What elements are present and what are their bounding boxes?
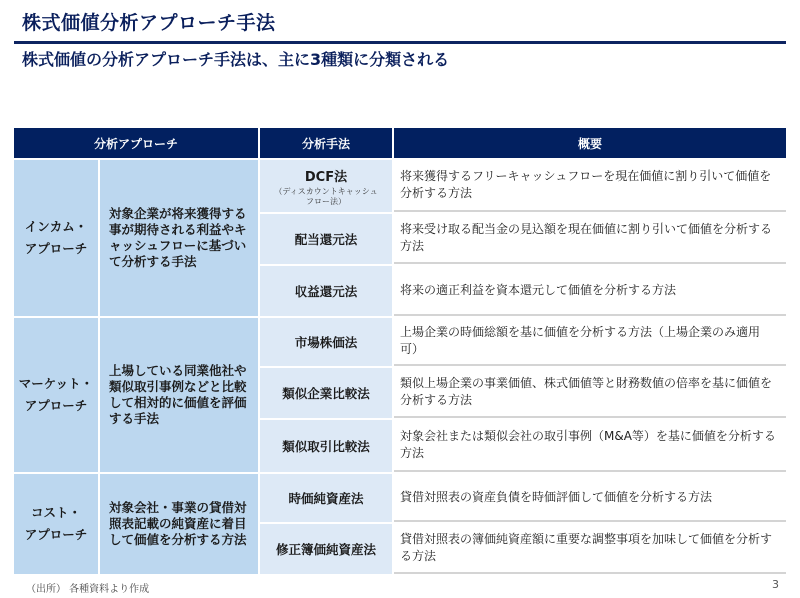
method-name: 時価純資産法: [288, 491, 364, 506]
header-summary: 概要: [394, 128, 786, 158]
page-subtitle: 株式価値の分析アプローチ手法は、主に3種類に分類される: [22, 50, 450, 69]
method-cell: [260, 266, 392, 316]
method-summary: 将来獲得するフリーキャッシュフローを現在価値に割り引いて価値を分析する方法: [394, 160, 786, 212]
method-summary: 貸借対照表の資産負債を時価評価して価値を分析する方法: [394, 474, 786, 522]
approach-income: [14, 160, 98, 316]
approach-label-line1: マーケット・: [18, 376, 94, 391]
method-name: 市場株価法: [294, 335, 358, 350]
approach-label-line1: コスト・: [30, 505, 81, 520]
approach-market: [14, 318, 98, 472]
method-cell: [260, 420, 392, 472]
method-summary: 将来の適正利益を資本還元して価値を分析する方法: [394, 266, 786, 316]
method-cell: [260, 318, 392, 366]
page-title: 株式価値分析アプローチ手法: [22, 12, 276, 34]
approach-label-line2: アプローチ: [24, 241, 88, 256]
method-cell: [260, 160, 392, 212]
method-summary: 対象会社または類似会社の取引事例（M&A等）を基に価値を分析する方法: [394, 420, 786, 472]
approach-description: 対象企業が将来獲得する事が期待される利益やキャッシュフローに基づいて分析する手法: [100, 160, 258, 316]
method-cell: [260, 474, 392, 522]
approach-description: 対象会社・事業の貸借対照表記載の純資産に着目して価値を分析する方法: [100, 474, 258, 574]
title-divider: [14, 41, 786, 44]
method-summary: 上場企業の時価総額を基に価値を分析する方法（上場企業のみ適用可）: [394, 318, 786, 366]
method-name: 修正簿価純資産法: [275, 542, 376, 557]
method-name: 収益還元法: [294, 284, 358, 299]
source-note: （出所） 各種資料より作成: [26, 584, 150, 595]
approach-label-line2: アプローチ: [24, 398, 88, 413]
approach-label-line2: アプローチ: [24, 527, 88, 542]
method-cell: [260, 214, 392, 264]
method-summary: 貸借対照表の簿価純資産額に重要な調整事項を加味して価値を分析する方法: [394, 524, 786, 574]
method-name: 配当還元法: [294, 232, 358, 247]
approach-description: 上場している同業他社や類似取引事例などと比較して相対的に価値を評価する手法: [100, 318, 258, 472]
method-summary: 類似上場企業の事業価値、株式価値等と財務数値の倍率を基に価値を分析する方法: [394, 368, 786, 418]
method-cell: [260, 524, 392, 574]
method-name: 類似取引比較法: [282, 439, 370, 454]
method-name: DCF法: [304, 169, 348, 185]
method-subtitle-line1: （ディスカウントキャッシュ: [274, 186, 378, 196]
approach-cost: [14, 474, 98, 574]
method-cell: [260, 368, 392, 418]
method-name: 類似企業比較法: [282, 386, 370, 401]
header-method: 分析手法: [260, 128, 392, 158]
method-summary: 将来受け取る配当金の見込額を現在価値に割り引いて価値を分析する方法: [394, 214, 786, 264]
header-approach: 分析アプローチ: [14, 128, 258, 158]
method-subtitle-line2: フロー法）: [306, 196, 346, 206]
page-number: 3: [772, 578, 779, 591]
approach-label-line1: インカム・: [24, 219, 88, 234]
